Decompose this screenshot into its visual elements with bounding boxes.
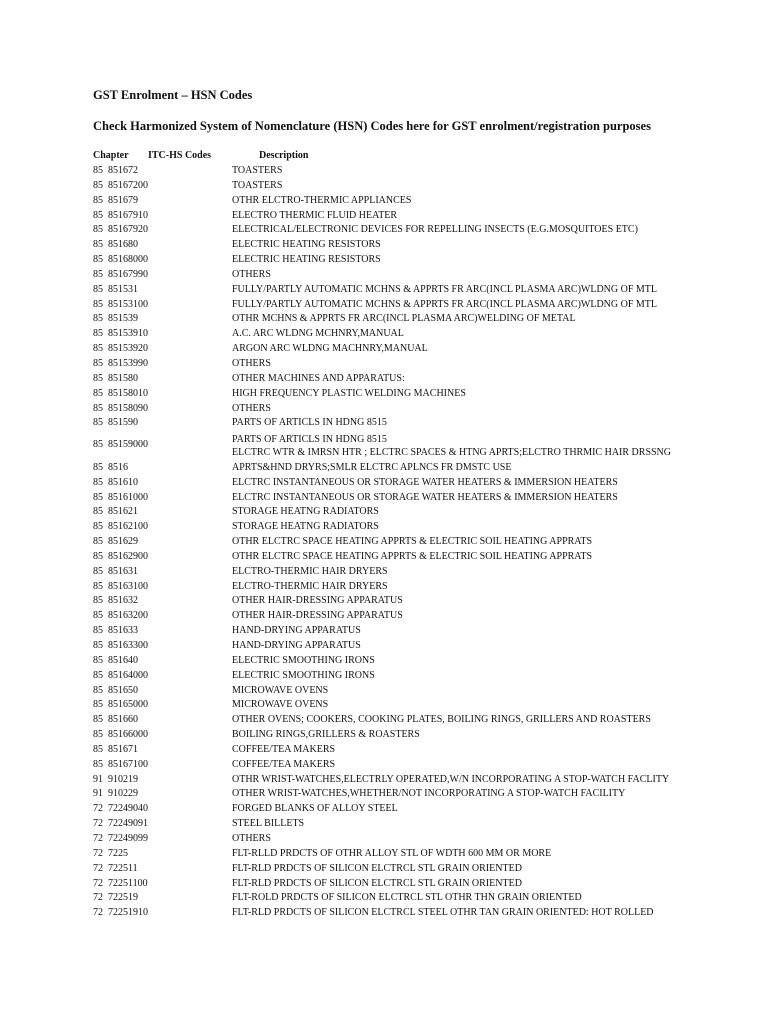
cell-description: FULLY/PARTLY AUTOMATIC MCHNS & APPRTS FR ARC(INCL PLASMA ARC)WLDNG OF MTL [232,283,658,295]
table-row [93,283,713,298]
table-row [93,312,713,327]
cell-itc-hs-code: 85167910 [108,209,148,221]
table-row [93,609,713,624]
cell-description: HAND-DRYING APPARATUS [232,640,361,651]
table-header [93,150,713,164]
cell-description: STEEL BILLETS [232,818,305,830]
table-row [93,327,713,342]
table-row [93,342,713,357]
cell-chapter: 85 [93,550,103,562]
cell-chapter: 85 [93,357,103,369]
table-row [93,194,713,209]
table-row [93,862,713,877]
cell-description: ARGON ARC WLDNG MACHNRY,MANUAL [232,343,428,355]
table-row [93,253,713,268]
cell-description: ELECTRIC SMOOTHING IRONS [232,669,375,681]
table-row [93,906,713,921]
cell-itc-hs-code: 851580 [108,372,138,384]
cell-chapter: 85 [93,165,103,176]
cell-itc-hs-code: 85153920 [108,343,148,355]
table-row [93,209,713,224]
table-row [93,505,713,520]
cell-chapter: 85 [93,194,103,206]
cell-chapter: 91 [93,788,103,800]
table-row [93,877,713,892]
cell-itc-hs-code: 72249040 [108,803,148,815]
cell-description: ELCTRO-THERMIC HAIR DRYERS [232,580,388,592]
cell-itc-hs-code: 7225 [108,847,128,859]
cell-description: FLT-RLD PRDCTS OF SILICON ELCTRCL STL GRAIN ORIENTED [232,862,522,874]
table-row [93,787,713,802]
description-line: PARTS OF ARTICLS IN HDNG 8515 [232,434,387,446]
cell-description: OTHER HAIR-DRESSING APPARATUS [232,595,403,607]
table-row [93,238,713,253]
table-row [93,491,713,506]
cell-itc-hs-code: 851660 [108,714,138,726]
cell-itc-hs-code: 85163300 [108,640,148,651]
cell-description: OTHERS [232,402,271,414]
table-row [93,891,713,906]
cell-itc-hs-code: 85167920 [108,224,148,236]
table-row [93,268,713,283]
cell-chapter: 85 [93,729,103,741]
cell-chapter: 85 [93,758,103,770]
cell-description: ELECTRIC HEATING RESISTORS [232,254,381,266]
table-row [93,179,713,194]
cell-description: OTHERS [232,357,271,369]
cell-chapter: 85 [93,654,103,666]
cell-description: TOASTERS [232,165,283,176]
table-row [93,164,713,179]
cell-description: OTHER WRIST-WATCHES,WHETHER/NOT INCORPORATING A STOP-WATCH FACILITY [232,788,626,800]
table-row [93,758,713,773]
table-row [93,654,713,669]
table-row [93,639,713,654]
cell-chapter: 85 [93,343,103,355]
cell-chapter: 85 [93,536,103,548]
cell-chapter: 85 [93,461,103,473]
cell-description: FULLY/PARTLY AUTOMATIC MCHNS & APPRTS FR ARC(INCL PLASMA ARC)WLDNG OF MTL [232,298,658,310]
table-row [93,832,713,847]
table-row [93,298,713,313]
header-description: Description [259,150,309,161]
cell-description: OTHR ELCTRC SPACE HEATING APPRTS & ELECTRIC SOIL HEATING APPRATS [232,550,593,562]
table-row [93,431,713,461]
cell-itc-hs-code: 85165000 [108,699,148,711]
cell-chapter: 85 [93,491,103,503]
cell-itc-hs-code: 910219 [108,773,138,785]
cell-description: A.C. ARC WLDNG MCHNRY,MANUAL [232,328,404,340]
cell-itc-hs-code: 72249099 [108,832,148,844]
description-line: ELCTRC WTR & IMRSN HTR ; ELCTRC SPACES & HTNG APRTS;ELCTRO THRMIC HAIR DRSSNG [232,447,672,459]
cell-itc-hs-code: 851629 [108,536,138,548]
page-subtitle: Check Harmonized System of Nomenclature (HSN) Codes here for GST enrolment/registration purposes [93,119,651,133]
cell-description: FORGED BLANKS OF ALLOY STEEL [232,803,398,815]
cell-description: FLT-RLD PRDCTS OF SILICON ELCTRCL STEEL OTHR TAN GRAIN ORIENTED: HOT ROLLED [232,907,654,919]
cell-itc-hs-code: 851610 [108,476,138,488]
cell-description [232,431,671,459]
cell-description: STORAGE HEATNG RADIATORS [232,521,379,533]
cell-itc-hs-code: 851671 [108,743,138,755]
cell-itc-hs-code: 85167200 [108,179,148,191]
header-itc-hs-codes: ITC-HS Codes [148,150,212,161]
cell-itc-hs-code: 72251910 [108,907,148,919]
cell-itc-hs-code: 851650 [108,684,138,696]
table-row [93,223,713,238]
cell-chapter: 85 [93,402,103,414]
table-row [93,728,713,743]
cell-chapter: 85 [93,387,103,399]
table-row [93,550,713,565]
table-row [93,476,713,491]
cell-chapter: 85 [93,669,103,681]
cell-description: ELCTRO-THERMIC HAIR DRYERS [232,565,388,577]
cell-description: OTHER OVENS; COOKERS, COOKING PLATES, BOILING RINGS, GRILLERS AND ROASTERS [232,714,651,726]
cell-chapter: 85 [93,179,103,191]
cell-description: APRTS&HND DRYRS;SMLR ELCTRC APLNCS FR DMSTC USE [232,461,512,473]
table-row [93,713,713,728]
cell-itc-hs-code: 85153910 [108,328,148,340]
cell-description: FLT-RLLD PRDCTS OF OTHR ALLOY STL OF WDTH 600 MM OR MORE [232,847,552,859]
cell-itc-hs-code: 722519 [108,892,138,904]
cell-chapter: 72 [93,877,103,889]
cell-itc-hs-code: 851680 [108,239,138,251]
cell-description: HIGH FREQUENCY PLASTIC WELDING MACHINES [232,387,466,399]
table-row [93,535,713,550]
cell-description: FLT-ROLD PRDCTS OF SILICON ELCTRCL STL OTHR THN GRAIN ORIENTED [232,892,582,904]
cell-chapter: 85 [93,595,103,607]
cell-itc-hs-code: 851633 [108,625,138,637]
header-chapter: Chapter [93,150,129,161]
cell-chapter: 85 [93,476,103,488]
table-row [93,387,713,402]
cell-itc-hs-code: 85168000 [108,254,148,266]
cell-chapter: 85 [93,439,103,451]
table-row [93,461,713,476]
page-title: GST Enrolment – HSN Codes [93,88,253,102]
cell-chapter: 85 [93,224,103,236]
cell-itc-hs-code: 72251100 [108,877,148,889]
cell-itc-hs-code: 85159000 [108,439,148,451]
cell-chapter: 72 [93,818,103,830]
cell-chapter: 85 [93,743,103,755]
cell-itc-hs-code: 85163200 [108,610,148,622]
cell-chapter: 85 [93,714,103,726]
cell-chapter: 85 [93,565,103,577]
cell-itc-hs-code: 85153990 [108,357,148,369]
cell-itc-hs-code: 851539 [108,313,138,325]
cell-chapter: 72 [93,907,103,919]
cell-description: HAND-DRYING APPARATUS [232,625,361,637]
cell-itc-hs-code: 851672 [108,165,138,176]
cell-itc-hs-code: 851590 [108,417,138,429]
cell-chapter: 85 [93,625,103,637]
table-row [93,817,713,832]
cell-description: PARTS OF ARTICLS IN HDNG 8515 [232,417,387,429]
cell-itc-hs-code: 85162100 [108,521,148,533]
table-row [93,520,713,535]
cell-itc-hs-code: 85162900 [108,550,148,562]
table-row [93,357,713,372]
cell-itc-hs-code: 85164000 [108,669,148,681]
cell-description: OTHR ELCTRO-THERMIC APPLIANCES [232,194,412,206]
cell-chapter: 85 [93,283,103,295]
cell-description: OTHR ELCTRC SPACE HEATING APPRTS & ELECTRIC SOIL HEATING APPRATS [232,536,593,548]
cell-itc-hs-code: 85158090 [108,402,148,414]
cell-chapter: 85 [93,521,103,533]
table-row [93,594,713,609]
cell-itc-hs-code: 85163100 [108,580,148,592]
table-row [93,847,713,862]
cell-description: OTHERS [232,268,271,280]
cell-chapter: 72 [93,892,103,904]
cell-itc-hs-code: 8516 [108,461,128,473]
cell-description: MICROWAVE OVENS [232,684,329,696]
cell-itc-hs-code: 851640 [108,654,138,666]
cell-itc-hs-code: 851621 [108,506,138,518]
table-row [93,684,713,699]
cell-description: TOASTERS [232,179,283,191]
table-row [93,416,713,431]
cell-chapter: 72 [93,832,103,844]
cell-itc-hs-code: 85167990 [108,268,148,280]
cell-description: STORAGE HEATNG RADIATORS [232,506,379,518]
table-row [93,372,713,387]
cell-description: OTHR WRIST-WATCHES,ELECTRLY OPERATED,W/N INCORPORATING A STOP-WATCH FACLITY [232,773,670,785]
cell-itc-hs-code: 851632 [108,595,138,607]
cell-chapter: 85 [93,610,103,622]
cell-chapter: 85 [93,506,103,518]
cell-itc-hs-code: 851631 [108,565,138,577]
cell-chapter: 85 [93,684,103,696]
cell-chapter: 91 [93,773,103,785]
cell-description: ELECTRIC SMOOTHING IRONS [232,654,375,666]
table-row [93,743,713,758]
cell-description: ELECTRICAL/ELECTRONIC DEVICES FOR REPELLING INSECTS (E.G.MOSQUITOES ETC) [232,224,638,236]
table-row [93,669,713,684]
cell-chapter: 72 [93,847,103,859]
cell-itc-hs-code: 72249091 [108,818,148,830]
cell-chapter: 72 [93,803,103,815]
cell-chapter: 85 [93,580,103,592]
table-row [93,773,713,788]
table-row [93,624,713,639]
cell-description: ELECTRIC HEATING RESISTORS [232,239,381,251]
cell-chapter: 85 [93,239,103,251]
cell-description: COFFEE/TEA MAKERS [232,743,336,755]
cell-itc-hs-code: 85161000 [108,491,148,503]
cell-description: OTHR MCHNS & APPRTS FR ARC(INCL PLASMA ARC)WELDING OF METAL [232,313,576,325]
cell-chapter: 85 [93,268,103,280]
table-row [93,698,713,713]
cell-description: MICROWAVE OVENS [232,699,329,711]
cell-description: OTHERS [232,832,271,844]
table-row [93,565,713,580]
table-row [93,402,713,417]
cell-description: ELCTRC INSTANTANEOUS OR STORAGE WATER HEATERS & IMMERSION HEATERS [232,476,618,488]
cell-chapter: 85 [93,372,103,384]
cell-chapter: 85 [93,313,103,325]
cell-chapter: 85 [93,298,103,310]
cell-itc-hs-code: 85153100 [108,298,148,310]
cell-itc-hs-code: 85167100 [108,758,148,770]
table-body [93,164,713,921]
table-row [93,580,713,595]
cell-itc-hs-code: 851531 [108,283,138,295]
cell-itc-hs-code: 722511 [108,862,138,874]
cell-description: OTHER HAIR-DRESSING APPARATUS [232,610,403,622]
table-row [93,802,713,817]
cell-description: ELCTRC INSTANTANEOUS OR STORAGE WATER HEATERS & IMMERSION HEATERS [232,491,618,503]
cell-itc-hs-code: 851679 [108,194,138,206]
cell-itc-hs-code: 85158010 [108,387,148,399]
cell-chapter: 85 [93,209,103,221]
cell-itc-hs-code: 910229 [108,788,138,800]
cell-description: ELECTRO THERMIC FLUID HEATER [232,209,398,221]
cell-chapter: 72 [93,862,103,874]
cell-description: FLT-RLD PRDCTS OF SILICON ELCTRCL STL GRAIN ORIENTED [232,877,522,889]
cell-chapter: 85 [93,640,103,651]
cell-chapter: 85 [93,254,103,266]
cell-chapter: 85 [93,328,103,340]
cell-chapter: 85 [93,699,103,711]
cell-description: OTHER MACHINES AND APPARATUS: [232,372,405,384]
cell-chapter: 85 [93,417,103,429]
cell-description: COFFEE/TEA MAKERS [232,758,336,770]
hsn-code-table [93,150,713,921]
cell-description: BOILING RINGS,GRILLERS & ROASTERS [232,729,420,741]
cell-itc-hs-code: 85166000 [108,729,148,741]
